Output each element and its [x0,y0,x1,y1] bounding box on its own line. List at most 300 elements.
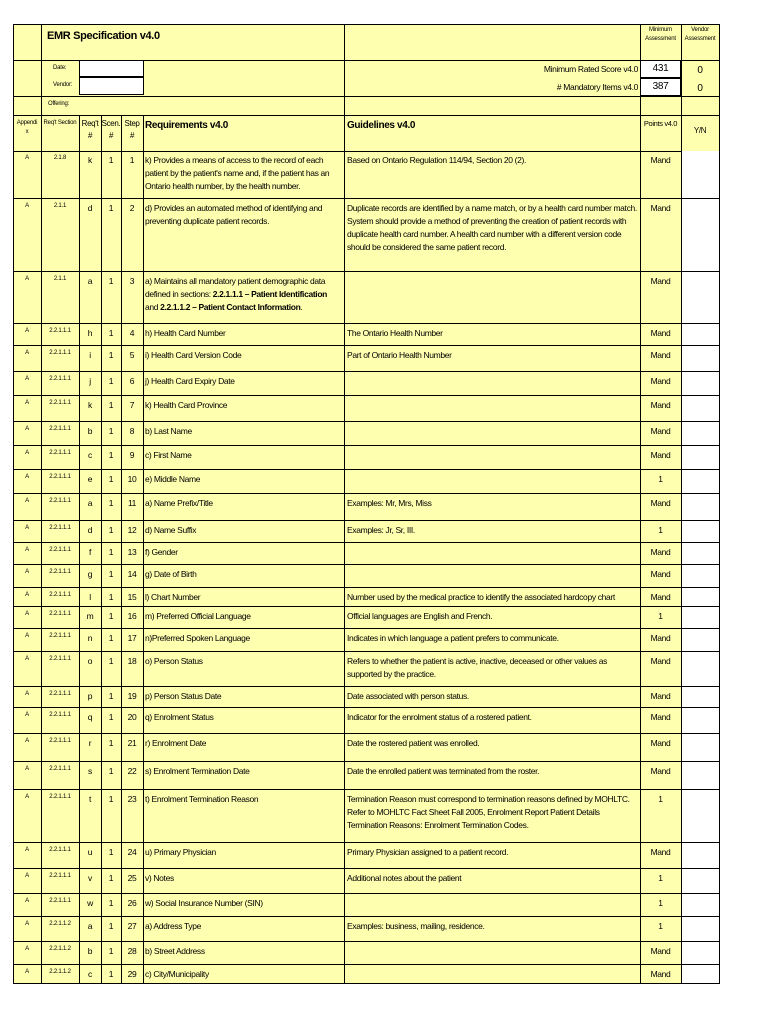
table-row [13,588,720,607]
points-cell: Mand [650,276,671,286]
section-cell: 2.2.1.1.1 [49,400,71,406]
reqt-cell: m [86,611,94,621]
table-row [13,346,720,372]
reqt-cell: o [87,656,93,666]
requirement-cell: i) Health Card Version Code [145,350,242,360]
section-cell: 2.1.1 [53,276,67,282]
section-cell: 2.2.1.1.1 [49,450,71,456]
points-cell: Mand [650,426,671,436]
guideline-cell: Examples: business, mailing, residence. [347,921,485,931]
requirement-cell: a) Address Type [145,921,202,931]
yn-cell[interactable] [681,396,719,422]
section-cell: 2.2.1.1.1 [49,766,71,772]
appendix-cell: A [25,400,29,406]
section-cell: 2.2.1.1.2 [49,969,71,975]
step-cell: 7 [129,400,135,410]
yn-cell[interactable] [681,272,719,324]
guideline-cell: The Ontario Health Number [347,328,443,338]
guideline-cell: Based on Ontario Regulation 114/94, Section 20 (2). [347,155,527,165]
requirement-cell: a) Name Prefix/Title [145,498,213,508]
date-label: Date: [53,65,67,71]
reqt-cell: v [88,873,92,883]
points-cell: Mand [650,633,671,643]
reqt-cell: t [88,794,91,804]
guideline-cell: Indicates in which language a patient prefers to communicate. [347,633,559,643]
yn-cell[interactable] [681,470,719,494]
table-row [13,199,720,272]
reqt-cell: a [87,921,93,931]
guideline-cell: Examples: Jr, Sr, III. [347,525,415,535]
appendix-cell: A [25,898,29,904]
step-cell: 21 [127,738,137,748]
mandatory-items-vendor-value: 0 [697,83,703,94]
requirement-cell: l) Chart Number [145,592,201,602]
section-cell: 2.2.1.1.1 [49,847,71,853]
table-row [13,869,720,894]
yn-cell[interactable] [681,708,719,734]
appendix-cell: A [25,426,29,432]
points-cell: 1 [658,474,663,484]
scen-cell: 1 [108,426,114,436]
scen-cell: 1 [108,328,114,338]
scen-cell: 1 [108,203,114,213]
section-cell: 2.2.1.1.2 [49,946,71,952]
reqt-cell: q [87,712,93,722]
vendor-input[interactable] [79,77,144,95]
table-row [13,521,720,543]
col-header-requirements: Requirements v4.0 [145,120,228,131]
col-header-guidelines: Guidelines v4.0 [347,120,416,131]
min-rated-score-vendor-value: 0 [697,65,703,76]
guideline-cell: Additional notes about the patient [347,873,462,883]
appendix-cell: A [25,691,29,697]
section-cell: 2.2.1.1.1 [49,426,71,432]
section-cell: 2.2.1.1.1 [49,738,71,744]
scen-cell: 1 [108,921,114,931]
guideline-cell: Indicator for the enrolment status of a rostered patient. [347,712,532,722]
appendix-cell: A [25,633,29,639]
step-cell: 24 [127,847,137,857]
table-row [13,708,720,734]
specification-sheet [13,24,720,984]
step-cell: 29 [127,969,137,979]
points-cell: Mand [650,155,671,165]
yn-cell[interactable] [681,494,719,521]
guideline-cell: Official languages are English and French. [347,611,493,621]
section-cell: 2.2.1.1.1 [49,525,71,531]
col-header-step: Step # [124,119,140,141]
section-cell: 2.2.1.1.1 [49,547,71,553]
yn-cell[interactable] [681,687,719,708]
step-cell: 11 [127,498,137,508]
min-rated-score-label: Minimum Rated Score v4.0 [543,64,638,74]
mandatory-items-value: 387 [652,81,669,92]
sheet-title: EMR Specification v4.0 [47,30,160,42]
step-cell: 26 [127,898,137,908]
table-row [13,565,720,588]
col-header-points: Points v4.0 [643,119,678,128]
requirement-cell: f) Gender [145,547,178,557]
reqt-cell: f [88,547,91,557]
points-cell: 1 [658,525,663,535]
points-cell: 1 [658,794,663,804]
appendix-cell: A [25,766,29,772]
table-row [13,942,720,965]
section-cell: 2.1.8 [53,155,67,161]
col-header-appendix: Appendi x [16,120,38,135]
section-cell: 2.2.1.1.2 [49,921,71,927]
step-cell: 2 [129,203,135,213]
scen-cell: 1 [108,569,114,579]
step-cell: 12 [127,525,137,535]
reqt-cell: w [87,898,93,908]
step-cell: 20 [127,712,137,722]
yn-cell[interactable] [681,629,719,652]
reqt-cell: s [88,766,92,776]
step-cell: 28 [127,946,137,956]
reqt-cell: k [88,400,92,410]
col-header-yn: Y/N [693,126,707,135]
scen-cell: 1 [108,847,114,857]
table-row [13,629,720,652]
reqt-cell: a [87,498,93,508]
table-row [13,965,720,984]
yn-cell[interactable] [681,199,719,272]
guideline-cell: Duplicate records are identified by a name match, or by a health card number match. System should provide a method of preventing the creation of patient records with duplicate health card number. A health card number with a different version code should be considered the same patient record. [347,203,637,252]
scen-cell: 1 [108,498,114,508]
scen-cell: 1 [108,691,114,701]
guideline-cell: Number used by the medical practice to identify the associated hardcopy chart [347,592,615,602]
requirement-cell: v) Notes [145,873,174,883]
scen-cell: 1 [108,450,114,460]
yn-cell[interactable] [681,942,719,965]
appendix-cell: A [25,376,29,382]
points-cell: 1 [658,921,663,931]
points-cell: Mand [650,969,671,979]
appendix-cell: A [25,794,29,800]
guideline-cell: Date the rostered patient was enrolled. [347,738,480,748]
requirement-cell: b) Street Address [145,946,205,956]
table-row [13,894,720,917]
table-row [13,543,720,565]
yn-cell[interactable] [681,151,719,199]
reqt-cell: d [87,525,93,535]
vendor-assessment-label: Vendor Assessment [684,27,716,42]
vendor-label: Vendor: [53,82,73,88]
requirement-cell: h) Health Card Number [145,328,226,338]
guideline-cell: Examples: Mr, Mrs, Miss [347,498,432,508]
points-cell: Mand [650,847,671,857]
guideline-cell: Refers to whether the patient is active, inactive, deceased or other values as supported by the practice. [347,656,607,679]
points-cell: Mand [650,656,671,666]
points-cell: Mand [650,547,671,557]
requirement-cell: u) Primary Physician [145,847,216,857]
step-cell: 25 [127,873,137,883]
requirement-cell: d) Name Suffix [145,525,197,535]
requirement-cell: p) Person Status Date [145,691,222,701]
table-row [13,324,720,346]
scen-cell: 1 [108,794,114,804]
guideline-cell: Termination Reason must correspond to termination reasons defined by MOHLTC. Refer to MOHLTC Fact Sheet Fall 2005, Enrolment Report Patient Details Termination Reasons: Enrolment Termination Codes. [347,794,630,830]
table-row [13,272,720,324]
yn-cell[interactable] [681,607,719,629]
step-cell: 10 [127,474,137,484]
step-cell: 23 [127,794,137,804]
reqt-cell: c [88,969,92,979]
requirement-cell: e) Middle Name [145,474,201,484]
scen-cell: 1 [108,376,114,386]
reqt-cell: p [87,691,93,701]
col-header-scen: Scen. # [101,119,121,141]
scen-cell: 1 [108,766,114,776]
scen-cell: 1 [108,873,114,883]
section-cell: 2.2.1.1.1 [49,376,71,382]
step-cell: 8 [129,426,135,436]
points-cell: Mand [650,766,671,776]
requirement-cell: w) Social Insurance Number (SIN) [145,898,263,908]
points-cell: Mand [650,400,671,410]
scen-cell: 1 [108,155,114,165]
guideline-cell: Part of Ontario Health Number [347,350,452,360]
appendix-cell: A [25,656,29,662]
yn-cell[interactable] [681,543,719,565]
requirement-cell: q) Enrolment Status [145,712,214,722]
yn-cell[interactable] [681,521,719,543]
reqt-cell: l [89,592,91,602]
yn-cell[interactable] [681,869,719,894]
scen-cell: 1 [108,656,114,666]
step-cell: 14 [127,569,137,579]
section-cell: 2.2.1.1.1 [49,350,71,356]
appendix-cell: A [25,203,29,209]
appendix-cell: A [25,276,29,282]
requirement-cell: r) Enrolment Date [145,738,207,748]
table-row [13,790,720,843]
scen-cell: 1 [108,350,114,360]
yn-cell[interactable] [681,843,719,869]
step-cell: 27 [127,921,137,931]
table-row [13,446,720,470]
reqt-cell: a [87,276,93,286]
points-cell: Mand [650,592,671,602]
requirement-cell: o) Person Status [145,656,203,666]
step-cell: 15 [127,592,137,602]
step-cell: 18 [127,656,137,666]
requirement-cell: k) Health Card Province [145,400,228,410]
appendix-cell: A [25,525,29,531]
scen-cell: 1 [108,400,114,410]
guideline-cell: Date the enrolled patient was terminated from the roster. [347,766,540,776]
points-cell: 1 [658,873,663,883]
yn-cell[interactable] [681,917,719,942]
table-row [13,917,720,942]
scen-cell: 1 [108,633,114,643]
yn-cell[interactable] [681,894,719,917]
reqt-cell: r [88,738,92,748]
appendix-cell: A [25,547,29,553]
requirement-cell: d) Provides an automated method of identifying and preventing duplicate patient records. [145,203,323,226]
table-row [13,762,720,790]
appendix-cell: A [25,328,29,334]
step-cell: 4 [129,328,135,338]
col-header-section: Req't Section [43,120,77,126]
requirement-cell: a) Maintains all mandatory patient demographic data defined in sections: 2.2.1.1.1 – Patient Identification and 2.2.1.1.2 – Patient Contact Information. [145,276,328,312]
points-cell: 1 [658,898,663,908]
points-cell: Mand [650,350,671,360]
reqt-cell: c [88,450,92,460]
points-cell: Mand [650,569,671,579]
yn-cell[interactable] [681,734,719,762]
requirement-cell: b) Last Name [145,426,192,436]
col-header-reqt: Req't # [81,119,99,141]
points-cell: Mand [650,738,671,748]
guideline-cell: Date associated with person status. [347,691,469,701]
appendix-cell: A [25,921,29,927]
table-row [13,396,720,422]
table-row [13,422,720,446]
table-row [13,372,720,396]
mandatory-items-label: # Mandatory Items v4.0 [556,82,638,92]
appendix-cell: A [25,498,29,504]
yn-cell[interactable] [681,372,719,396]
appendix-cell: A [25,350,29,356]
scen-cell: 1 [108,547,114,557]
step-cell: 13 [127,547,137,557]
step-cell: 5 [129,350,135,360]
section-cell: 2.2.1.1.1 [49,691,71,697]
reqt-cell: j [89,376,91,386]
yn-cell[interactable] [681,790,719,843]
table-row [13,843,720,869]
section-cell: 2.2.1.1.1 [49,474,71,480]
reqt-cell: i [89,350,91,360]
points-cell: Mand [650,691,671,701]
points-cell: Mand [650,450,671,460]
offering-label: Offering: [48,101,70,107]
appendix-cell: A [25,847,29,853]
requirement-cell: n)Preferred Spoken Language [145,633,250,643]
appendix-cell: A [25,474,29,480]
step-cell: 22 [127,766,137,776]
yn-cell[interactable] [681,588,719,607]
section-cell: 2.1.1 [53,203,67,209]
requirement-cell: c) First Name [145,450,192,460]
scen-cell: 1 [108,474,114,484]
step-cell: 16 [127,611,137,621]
appendix-cell: A [25,155,29,161]
requirement-cell: j) Health Card Expiry Date [145,376,235,386]
points-cell: Mand [650,946,671,956]
points-cell: Mand [650,203,671,213]
reqt-cell: g [87,569,93,579]
step-cell: 3 [129,276,135,286]
appendix-cell: A [25,611,29,617]
guideline-cell: Primary Physician assigned to a patient record. [347,847,509,857]
yn-cell[interactable] [681,324,719,346]
requirement-cell: s) Enrolment Termination Date [145,766,250,776]
table-row [13,734,720,762]
section-cell: 2.2.1.1.1 [49,328,71,334]
reqt-cell: e [87,474,93,484]
table-row [13,151,720,199]
points-cell: Mand [650,376,671,386]
step-cell: 17 [127,633,137,643]
appendix-cell: A [25,450,29,456]
yn-cell[interactable] [681,446,719,470]
requirement-cell: g) Date of Birth [145,569,197,579]
reqt-cell: b [87,946,93,956]
yn-cell[interactable] [681,422,719,446]
scen-cell: 1 [108,738,114,748]
yn-cell[interactable] [681,762,719,790]
section-cell: 2.2.1.1.1 [49,794,71,800]
scen-cell: 1 [108,712,114,722]
section-cell: 2.2.1.1.1 [49,633,71,639]
date-input[interactable] [79,60,144,77]
section-cell: 2.2.1.1.1 [49,611,71,617]
yn-cell[interactable] [681,565,719,588]
step-cell: 9 [129,450,135,460]
appendix-cell: A [25,873,29,879]
points-cell: Mand [650,712,671,722]
section-cell: 2.2.1.1.1 [49,498,71,504]
scen-cell: 1 [108,898,114,908]
appendix-cell: A [25,569,29,575]
section-cell: 2.2.1.1.1 [49,712,71,718]
step-cell: 6 [129,376,135,386]
section-cell: 2.2.1.1.1 [49,898,71,904]
requirement-cell: k) Provides a means of access to the record of each patient by the patient's name and, if the patient has an Ontario health number, by the health number. [145,155,330,191]
requirement-cell: c) City/Municipality [145,969,209,979]
step-cell: 19 [127,691,137,701]
section-cell: 2.2.1.1.1 [49,656,71,662]
section-cell: 2.2.1.1.1 [49,873,71,879]
table-row [13,607,720,629]
appendix-cell: A [25,946,29,952]
yn-cell[interactable] [681,965,719,984]
points-cell: Mand [650,328,671,338]
scen-cell: 1 [108,525,114,535]
section-cell: 2.2.1.1.1 [49,569,71,575]
appendix-cell: A [25,592,29,598]
table-row [13,494,720,521]
section-cell: 2.2.1.1.1 [49,592,71,598]
table-row [13,470,720,494]
requirement-cell: t) Enrolment Termination Reason [145,794,259,804]
reqt-cell: n [87,633,93,643]
points-cell: 1 [658,611,663,621]
reqt-cell: d [87,203,93,213]
appendix-cell: A [25,969,29,975]
reqt-cell: u [87,847,93,857]
yn-cell[interactable] [681,346,719,372]
points-cell: Mand [650,498,671,508]
scen-cell: 1 [108,276,114,286]
table-row [13,652,720,687]
scen-cell: 1 [108,592,114,602]
requirement-cell: m) Preferred Official Language [145,611,251,621]
yn-cell[interactable] [681,652,719,687]
scen-cell: 1 [108,611,114,621]
appendix-cell: A [25,712,29,718]
minimum-assessment-label: Minimum Assessment [645,27,676,42]
reqt-cell: b [87,426,93,436]
reqt-cell: h [87,328,93,338]
appendix-cell: A [25,738,29,744]
table-row [13,687,720,708]
scen-cell: 1 [108,946,114,956]
min-rated-score-value: 431 [652,63,669,74]
